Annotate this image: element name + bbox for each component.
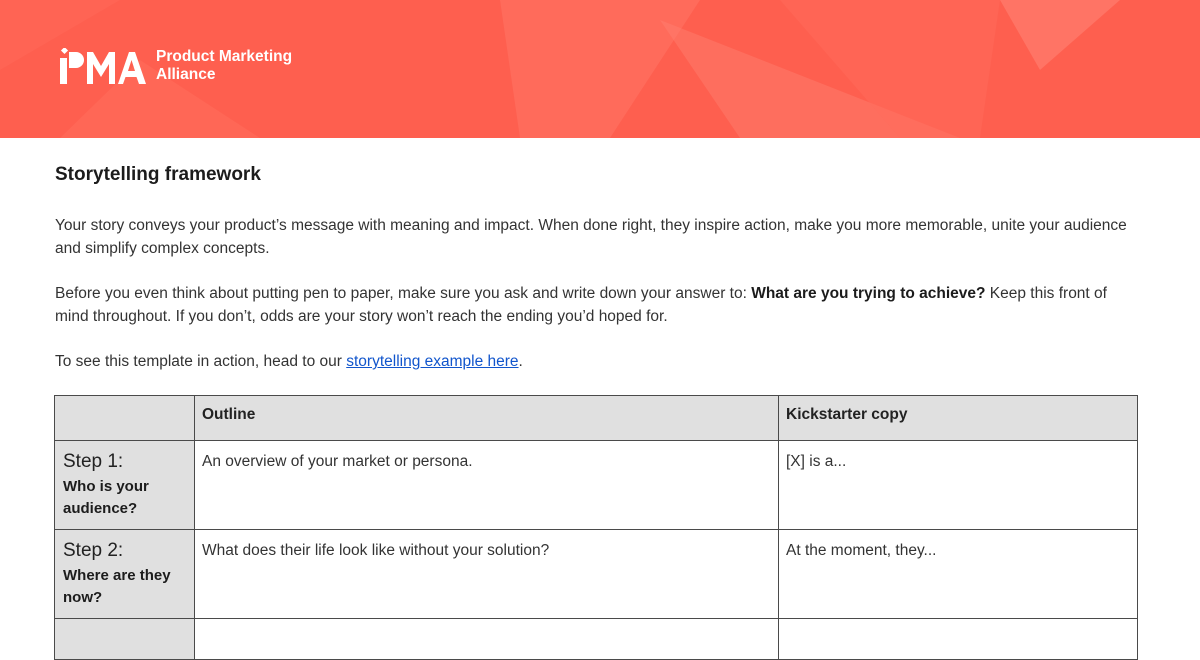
copy-cell[interactable] [779,530,1138,619]
step-number: Step 1: [63,451,124,472]
step-number: Step 2: [63,540,124,561]
storytelling-example-link[interactable]: storytelling example here [346,353,519,370]
brand-logo[interactable] [60,48,292,84]
goal-text-after: Keep this front of mind throughout. If you don’t, odds are your story won’t reach the ending you’d hoped for. [55,285,1107,325]
copy-cell[interactable] [779,619,1138,660]
copy-cell[interactable] [779,441,1138,530]
outline-cell[interactable] [195,441,779,530]
table-header-cell-empty [55,396,195,441]
copy-text: At the moment, they... [786,542,937,559]
copy-text [779,619,1137,631]
table-header-row [55,396,1138,441]
outline-cell[interactable] [195,530,779,619]
intro-text: Your story conveys your product’s message with meaning and impact. When done right, they inspire action, make you more memorable, unite your audience and simplify complex concepts. [55,217,1127,257]
outline-cell[interactable] [195,619,779,660]
outline-text: What does their life look like without your solution? [202,542,550,559]
page-title: Storytelling framework [55,164,261,185]
goal-question: What are you trying to achieve? [751,285,986,302]
example-text-before: To see this template in action, head to our [55,353,347,370]
goal-text-before: Before you even think about putting pen to paper, make sure you ask and write down your answer to: [55,285,752,302]
step-number [55,619,194,628]
header-banner [0,0,1200,138]
step-cell [55,441,195,530]
brand-name-line1: Product Marketing [156,48,293,65]
header-label-copy: Kickstarter copy [786,406,908,423]
brand-name-line2: Alliance [156,66,216,83]
copy-text: [X] is a... [786,453,847,470]
example-paragraph [55,350,1140,373]
example-text-after: . [518,353,523,370]
step-cell [55,530,195,619]
pma-logo-icon [60,48,146,84]
header-label-outline: Outline [202,406,256,423]
outline-text: An overview of your market or persona. [202,453,473,470]
table-header-cell-outline [195,396,779,441]
step-question: Where are they now? [63,567,171,606]
storytelling-framework-table [54,395,1138,660]
intro-paragraph [55,214,1140,260]
table-header-cell-copy [779,396,1138,441]
step-question: Who is your audience? [63,478,149,517]
goal-paragraph [55,282,1140,328]
brand-name [156,48,292,84]
table-row [55,441,1138,530]
outline-text [195,619,778,631]
header-label-empty [55,396,194,406]
table-row [55,619,1138,660]
table-row [55,530,1138,619]
step-cell [55,619,195,660]
